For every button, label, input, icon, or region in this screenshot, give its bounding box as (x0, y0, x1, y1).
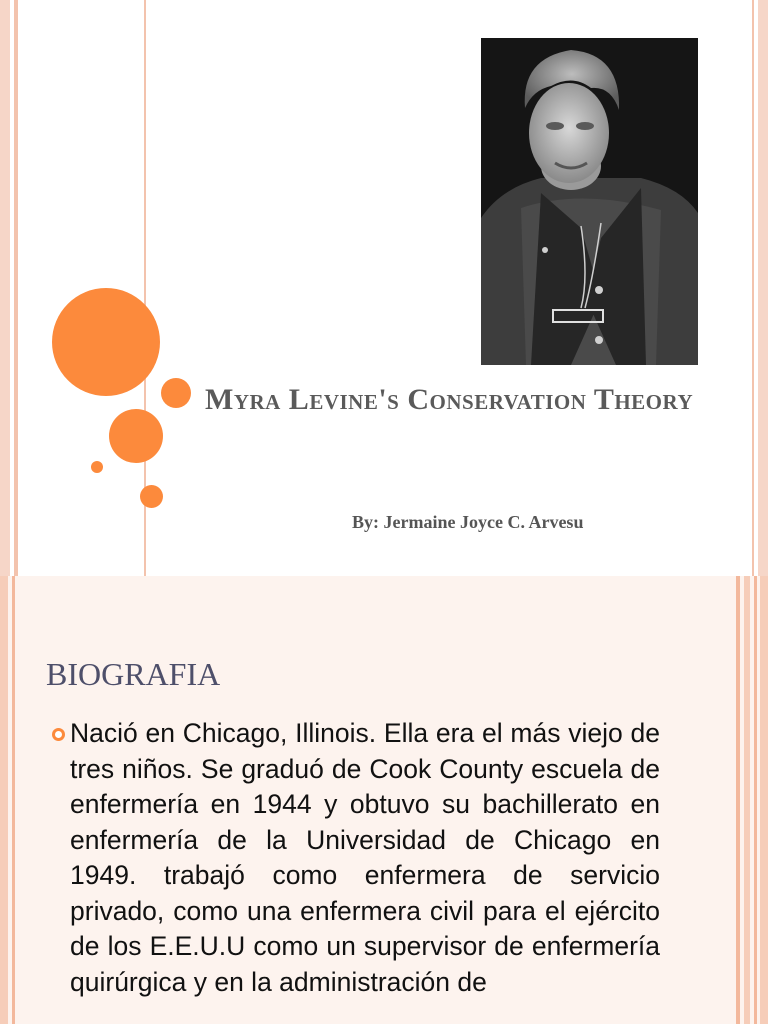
decorative-stripe (14, 0, 18, 576)
decorative-stripe (736, 576, 740, 1024)
decorative-circle (109, 409, 163, 463)
bullet-ring-icon (52, 728, 65, 741)
decorative-circle (91, 461, 103, 473)
decorative-stripe (12, 576, 15, 1024)
decorative-circle (161, 378, 191, 408)
decorative-stripe (758, 0, 768, 576)
decorative-stripe (0, 0, 10, 576)
decorative-stripe (744, 576, 750, 1024)
bullet-text: Nació en Chicago, Illinois. Ella era el más viejo de tres niños. Se graduó de Cook County escuela de enfermería en 1944 y obtuvo su bachillerato en enfermería de la Universidad de Chicago en 1949. trabajó como enfermera de servicio privado, como una enfermera civil para el ejército de los E.E.U.U como un supervisor de enfermería quirúrgica y en la administración de (70, 718, 660, 997)
decorative-stripe (752, 0, 754, 576)
bullet-item (52, 716, 660, 1000)
decorative-stripe (754, 576, 757, 1024)
section-heading: BIOGRAFIA (46, 656, 221, 692)
decorative-stripe (0, 576, 8, 1024)
decorative-stripe (760, 576, 768, 1024)
decorative-circle (140, 485, 163, 508)
portrait-photo (481, 38, 698, 365)
slide-title: Myra Levine's Conservation Theory (205, 383, 694, 416)
decorative-circle (52, 288, 160, 396)
author-credit: By: Jermaine Joyce C. Arvesu (352, 512, 584, 532)
